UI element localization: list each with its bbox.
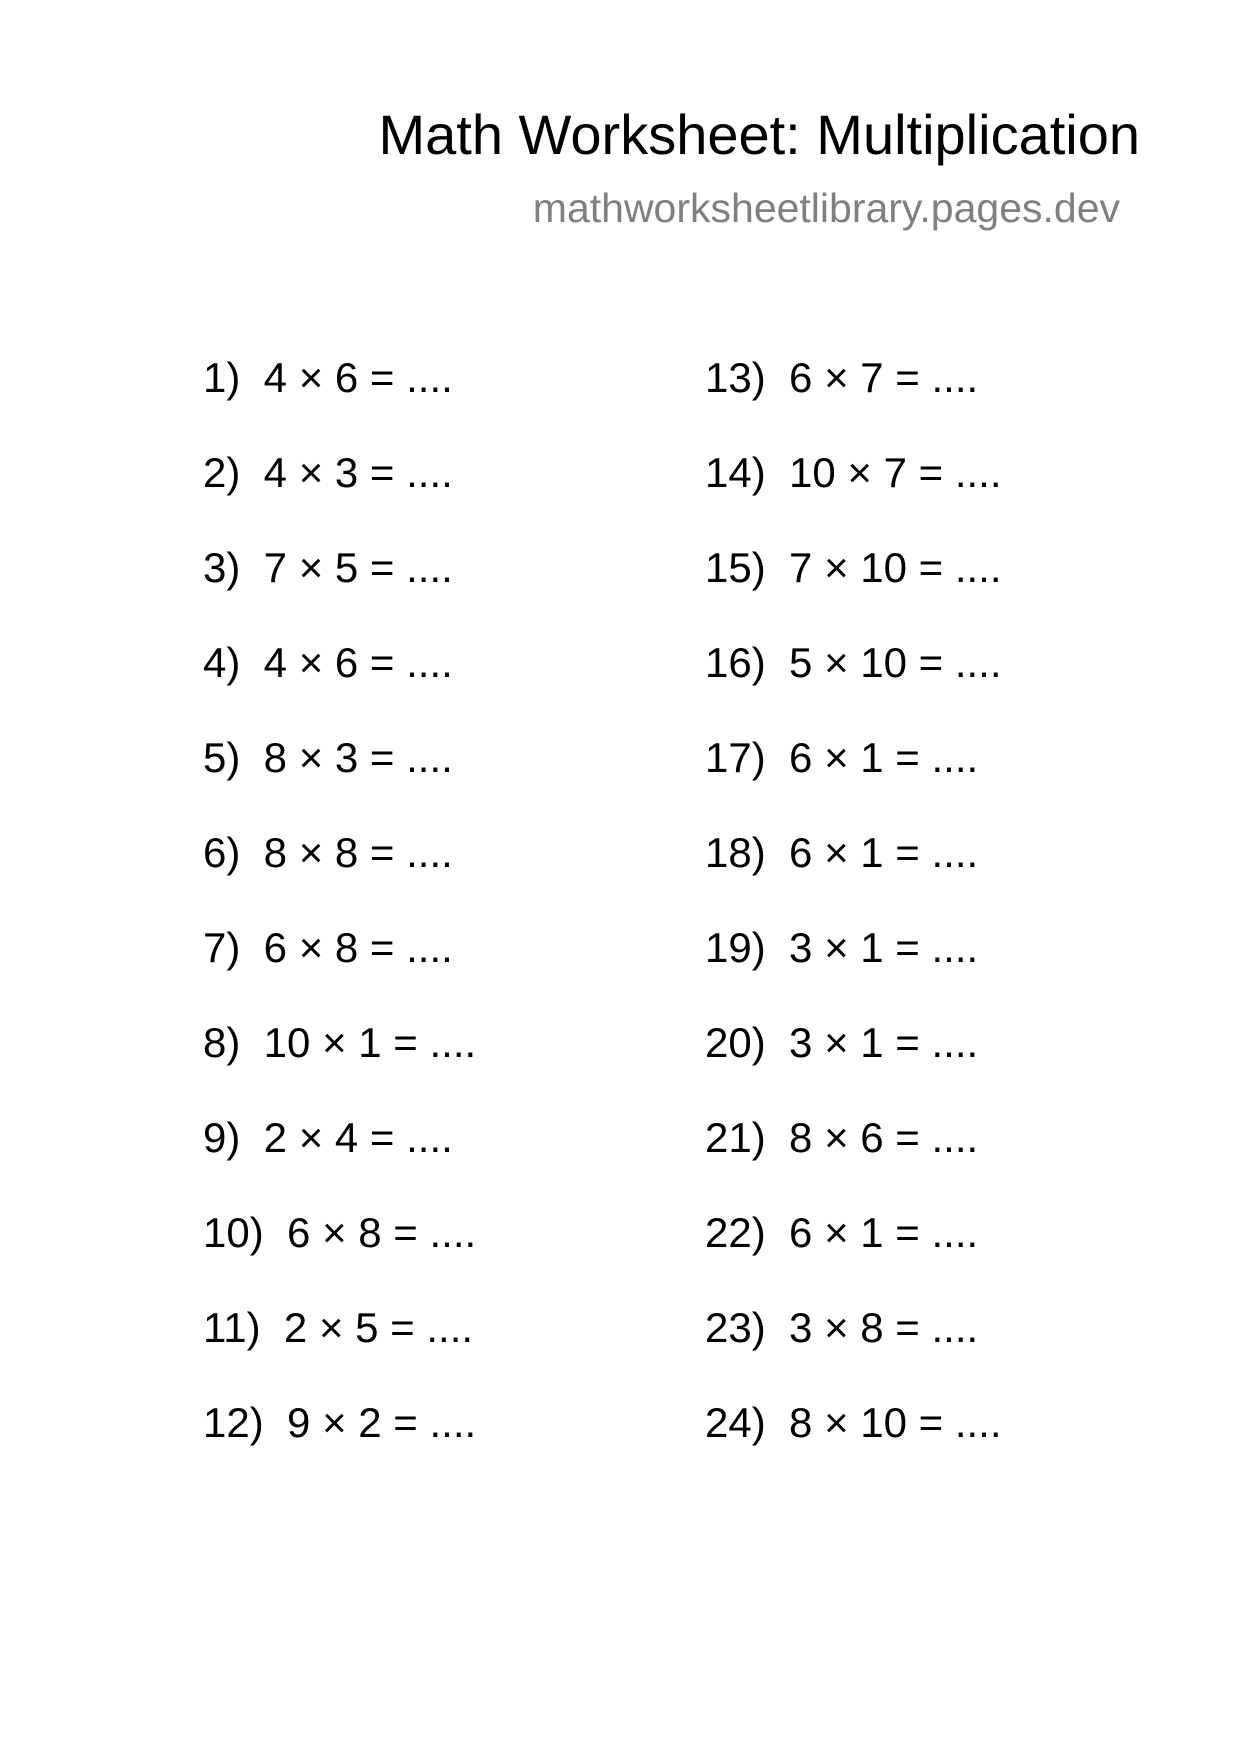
- problem-column-left: [203, 353, 623, 1493]
- problem-item-3: 3) 7 × 5 = ....: [203, 544, 453, 591]
- problem-item-16: 16) 5 × 10 = ....: [705, 639, 1002, 686]
- problem-item-12: 12) 9 × 2 = ....: [203, 1399, 477, 1446]
- problem-item-23: 23) 3 × 8 = ....: [705, 1304, 979, 1351]
- problem-item-18: 18) 6 × 1 = ....: [705, 829, 979, 876]
- problem-item-8: 8) 10 × 1 = ....: [203, 1019, 477, 1066]
- problem-item-22: 22) 6 × 1 = ....: [705, 1209, 979, 1256]
- problem-item-13: 13) 6 × 7 = ....: [705, 354, 979, 401]
- problem-item-21: 21) 8 × 6 = ....: [705, 1114, 979, 1161]
- problem-item-2: 2) 4 × 3 = ....: [203, 449, 453, 496]
- problem-item-10: 10) 6 × 8 = ....: [203, 1209, 477, 1256]
- problem-item-15: 15) 7 × 10 = ....: [705, 544, 1002, 591]
- problem-item-11: 11) 2 × 5 = ....: [203, 1304, 474, 1351]
- worksheet-title: Math Worksheet: Multiplication: [378, 103, 1140, 166]
- problem-item-14: 14) 10 × 7 = ....: [705, 449, 1002, 496]
- problem-item-7: 7) 6 × 8 = ....: [203, 924, 453, 971]
- problem-item-19: 19) 3 × 1 = ....: [705, 924, 979, 971]
- problem-item-5: 5) 8 × 3 = ....: [203, 734, 453, 781]
- problem-item-9: 9) 2 × 4 = ....: [203, 1114, 453, 1161]
- problem-item-20: 20) 3 × 1 = ....: [705, 1019, 979, 1066]
- worksheet-source-url: mathworksheetlibrary.pages.dev: [532, 185, 1120, 231]
- problem-column-right: [705, 353, 1125, 1493]
- problem-item-1: 1) 4 × 6 = ....: [203, 354, 453, 401]
- problem-item-4: 4) 4 × 6 = ....: [203, 639, 453, 686]
- problem-item-17: 17) 6 × 1 = ....: [705, 734, 979, 781]
- problem-item-6: 6) 8 × 8 = ....: [203, 829, 453, 876]
- problem-item-24: 24) 8 × 10 = ....: [705, 1399, 1002, 1446]
